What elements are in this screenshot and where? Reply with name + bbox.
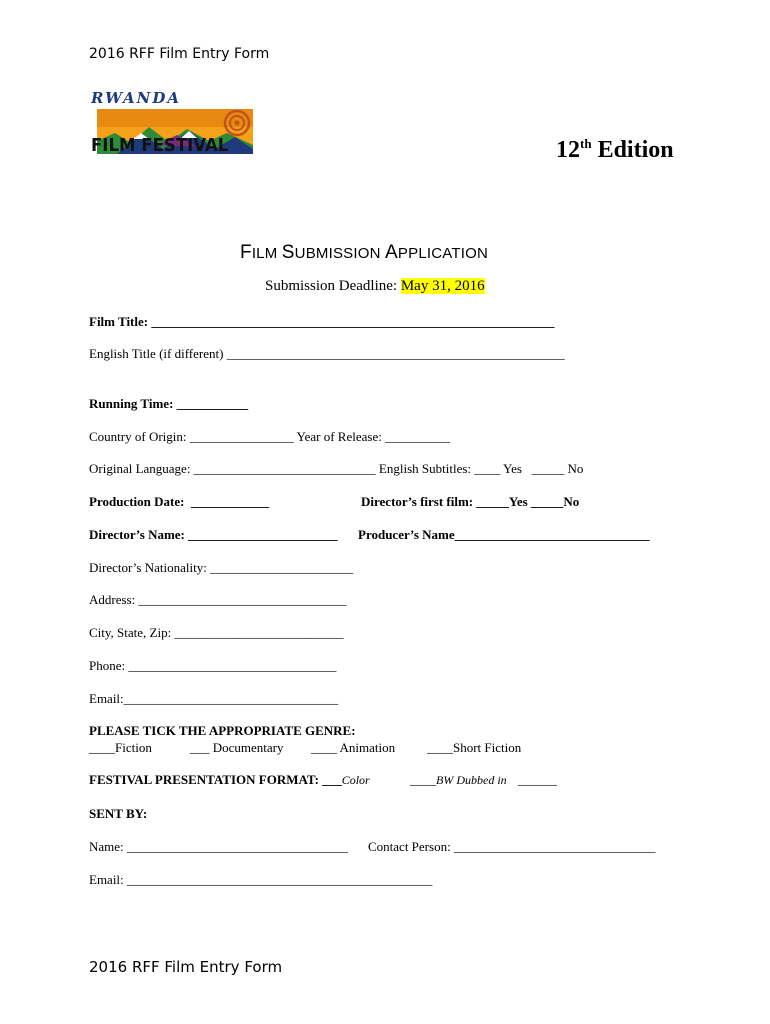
- country-year-field[interactable]: Country of Origin: ________________ Year of Release: __________: [89, 429, 451, 444]
- english-title-field[interactable]: English Title (if different) ____________________________________________________: [89, 346, 565, 361]
- genre-documentary-option[interactable]: ___ Documentary: [190, 740, 284, 755]
- edition-heading: [556, 136, 674, 164]
- title-a: A: [385, 242, 398, 263]
- page-header: 2016 RFF Film Entry Form: [89, 46, 270, 62]
- title-ubmission: UBMISSION: [294, 245, 386, 262]
- format-color-option: Color: [341, 773, 370, 787]
- format-label[interactable]: FESTIVAL PRESENTATION FORMAT: ___: [89, 772, 342, 787]
- sender-email-field[interactable]: Email: _______________________________________________: [89, 872, 433, 887]
- edition-word: Edition: [597, 137, 674, 163]
- title-pplication: PPLICATION: [397, 245, 488, 262]
- festival-logo: [89, 91, 245, 159]
- title-ilm: ILM: [251, 245, 282, 262]
- contact-person-field[interactable]: Contact Person: _______________________________: [368, 839, 656, 854]
- format-bw-row: [410, 772, 507, 788]
- title-f: F: [240, 242, 252, 263]
- format-bw-blank[interactable]: ____: [410, 772, 436, 787]
- email-field[interactable]: Email:_________________________________: [89, 691, 339, 706]
- edition-number: 12: [556, 137, 580, 163]
- logo-line2: FILM FESTIVAL: [91, 135, 229, 156]
- directors-first-film-field[interactable]: Director’s first film: _____Yes _____No: [361, 494, 580, 509]
- deadline-value: May 31, 2016: [400, 278, 485, 294]
- logo-line1: RWANDA: [91, 89, 182, 107]
- title-s: S: [281, 242, 295, 263]
- deadline-label: Submission Deadline:: [265, 278, 401, 294]
- edition-suffix: th: [580, 136, 592, 151]
- production-date-field[interactable]: Production Date: ____________: [89, 494, 269, 509]
- submission-deadline: [265, 278, 485, 295]
- genre-heading: PLEASE TICK THE APPROPRIATE GENRE:: [89, 723, 356, 738]
- address-field[interactable]: Address: ________________________________: [89, 592, 347, 607]
- sent-by-heading: SENT BY:: [89, 806, 148, 821]
- film-title-field[interactable]: Film Title: ______________________________________________________________: [89, 314, 555, 329]
- genre-short-fiction-option[interactable]: ____Short Fiction: [427, 740, 522, 755]
- directors-nationality-field[interactable]: Director’s Nationality: ______________________: [89, 560, 354, 575]
- phone-field[interactable]: Phone: ________________________________: [89, 658, 337, 673]
- directors-name-field[interactable]: Director’s Name: _______________________: [89, 527, 338, 542]
- format-bw-option: BW Dubbed in: [436, 773, 507, 787]
- city-state-zip-field[interactable]: City, State, Zip: __________________________: [89, 625, 344, 640]
- producers-name-field[interactable]: Producer’s Name______________________________: [358, 527, 650, 542]
- genre-fiction-option[interactable]: ____Fiction: [89, 740, 152, 755]
- language-subtitles-field[interactable]: Original Language: ____________________________ English Subtitles: ____ Yes _____ No: [89, 461, 584, 476]
- page-footer: 2016 RFF Film Entry Form: [89, 958, 283, 976]
- form-title: [240, 242, 488, 264]
- sender-name-field[interactable]: Name: __________________________________: [89, 839, 348, 854]
- genre-animation-option[interactable]: ____ Animation: [311, 740, 396, 755]
- running-time-field[interactable]: Running Time: ___________: [89, 396, 249, 411]
- format-trailing-blank[interactable]: ______: [518, 772, 557, 787]
- presentation-format-row: [89, 772, 370, 788]
